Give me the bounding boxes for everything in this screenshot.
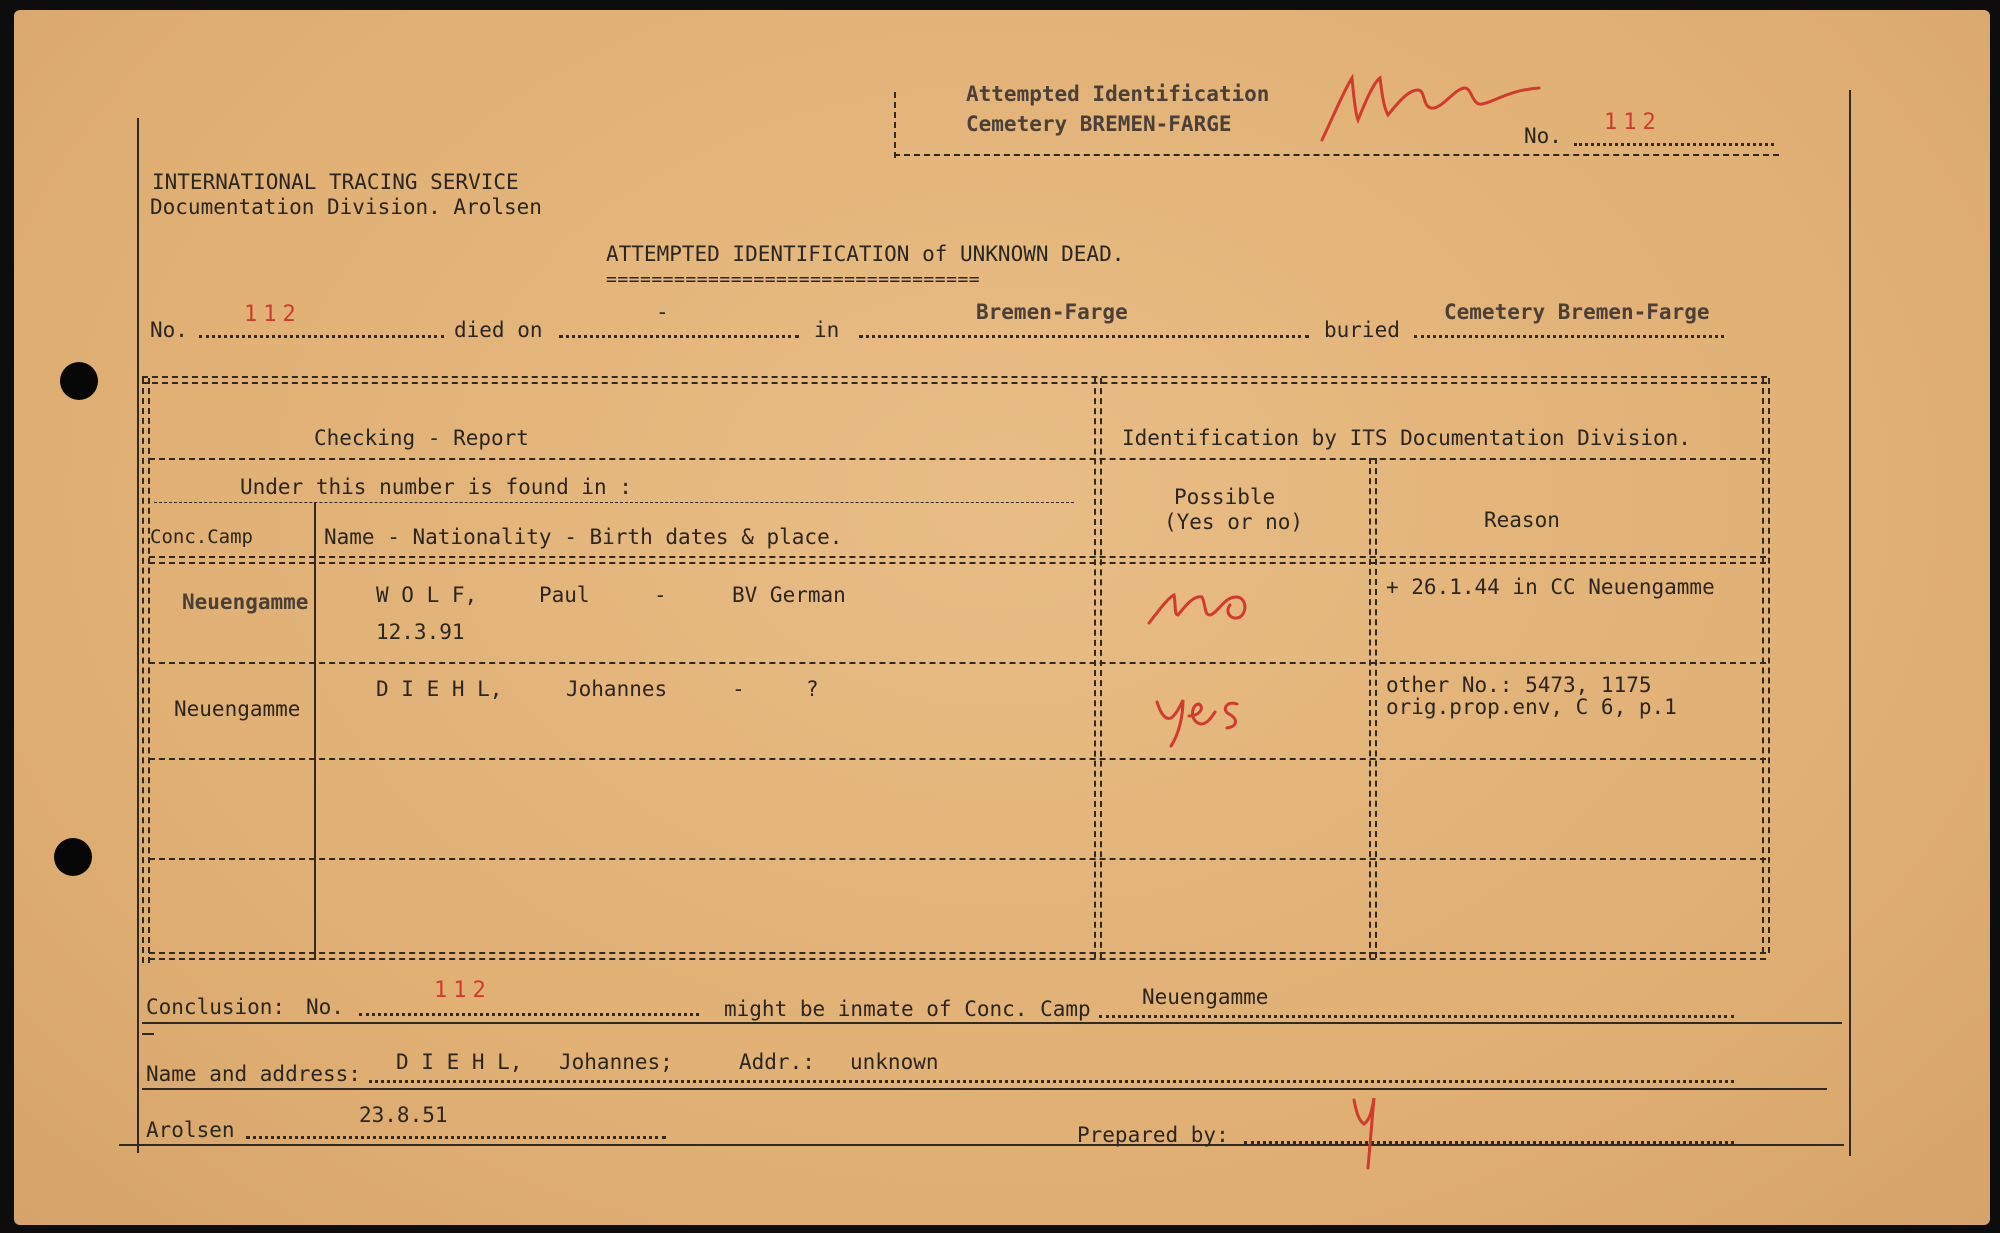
died-on-label: died on	[454, 318, 543, 342]
row-2-reason-2: orig.prop.env, C 6, p.1	[1386, 695, 1677, 719]
under-label-line	[154, 502, 1074, 503]
conclusion-label: Conclusion:	[146, 995, 286, 1019]
checking-report-header: Checking - Report	[314, 426, 529, 450]
address-addr-label: Addr.:	[739, 1050, 815, 1074]
in-dots	[859, 335, 1309, 338]
address-underline	[142, 1088, 1827, 1090]
footer-place-label: Arolsen	[146, 1118, 235, 1142]
address-addr-value: unknown	[850, 1050, 939, 1074]
document-title-underline: =================================	[606, 269, 981, 290]
conclusion-no-dots	[359, 1013, 699, 1016]
buried-value: Cemetery Bremen-Farge	[1444, 300, 1710, 324]
row-2-bottom-line	[149, 758, 1766, 760]
col-camp-header: Conc.Camp	[150, 526, 253, 548]
row-1-reason-1: + 26.1.44 in CC Neuengamme	[1386, 575, 1715, 599]
record-no-dots	[199, 335, 444, 338]
record-no-label: No.	[150, 318, 188, 342]
address-name-value: D I E H L,	[396, 1050, 523, 1074]
conclusion-camp-value: Neuengamme	[1142, 985, 1269, 1009]
bottom-frame-line	[119, 1144, 1844, 1146]
in-label: in	[814, 318, 840, 342]
col-possible-header-2: (Yes or no)	[1164, 510, 1304, 534]
left-frame-line	[137, 118, 139, 1153]
died-on-value: -	[656, 300, 669, 324]
in-value: Bremen-Farge	[976, 300, 1128, 324]
stamp-no-value: 112	[1604, 110, 1662, 135]
stamp-left-border	[894, 92, 896, 158]
prepared-by-dots	[1244, 1141, 1734, 1144]
col-name-header: Name - Nationality - Birth dates & place.	[324, 525, 843, 549]
org-line-2: Documentation Division. Arolsen	[150, 195, 542, 219]
row-3-bottom-line	[149, 858, 1766, 860]
row-2-camp: Neuengamme	[174, 697, 301, 721]
died-on-dots	[559, 335, 799, 338]
stamp-line-2: Cemetery BREMEN-FARGE	[966, 112, 1232, 136]
row-2-name: D I E H L,	[376, 677, 503, 701]
row-2-dash: -	[732, 677, 745, 701]
row-2-nationality: ?	[806, 677, 819, 701]
col-header-bottom-line	[149, 556, 1766, 558]
table-bottom-border	[149, 952, 1766, 954]
table-left-border	[142, 378, 144, 963]
table-left-border-2	[148, 378, 150, 963]
row-1-camp: Neuengamme	[182, 590, 309, 614]
table-top-border-2	[142, 382, 1767, 384]
row-1-first-name: Paul	[539, 583, 590, 607]
buried-dots	[1414, 335, 1724, 338]
row-2-first-name: Johannes	[566, 677, 668, 701]
under-number-label: Under this number is found in :	[240, 475, 632, 499]
table-right-border-2	[1768, 378, 1770, 953]
identification-header: Identification by ITS Documentation Division.	[1122, 426, 1691, 450]
org-line-1: INTERNATIONAL TRACING SERVICE	[152, 170, 519, 194]
camp-name-divider	[314, 502, 316, 960]
table-mid-divider	[1094, 378, 1096, 958]
punch-hole-top	[60, 362, 98, 400]
address-first-value: Johannes;	[559, 1050, 673, 1074]
row-2-reason-1: other No.: 5473, 1175	[1386, 673, 1652, 697]
header-row-bottom-line	[149, 458, 1766, 460]
table-mid-divider-2	[1100, 378, 1102, 958]
conclusion-might-label: might be inmate of Conc. Camp	[724, 997, 1091, 1021]
row-1-name: W O L F,	[376, 583, 478, 607]
row-1-birth: 12.3.91	[376, 620, 465, 644]
stamp-bottom-border	[894, 154, 1779, 156]
punch-hole-bottom	[54, 838, 92, 876]
row-1-nationality: BV German	[732, 583, 846, 607]
record-no-value: 112	[244, 302, 302, 327]
footer-date-dots	[246, 1136, 666, 1139]
row-2-handwritten-yes	[1149, 680, 1259, 750]
stamp-line-1: Attempted Identification	[966, 82, 1270, 106]
prepared-by-label: Prepared by:	[1077, 1123, 1229, 1147]
conclusion-no-label: No.	[306, 995, 344, 1019]
possible-reason-divider	[1369, 458, 1371, 958]
conclusion-camp-dots	[1099, 1015, 1734, 1018]
buried-label: buried	[1324, 318, 1400, 342]
conclusion-no-value: 112	[434, 978, 492, 1003]
col-header-bottom-line-2	[149, 562, 1766, 564]
col-reason-header: Reason	[1484, 508, 1560, 532]
initials-signature	[1344, 1090, 1394, 1170]
table-top-border	[142, 376, 1767, 378]
conclusion-underline	[142, 1022, 1842, 1024]
right-frame-line	[1849, 90, 1851, 1156]
row-1-dash: -	[654, 583, 667, 607]
possible-reason-divider-2	[1375, 458, 1377, 958]
address-label: Name and address:	[146, 1062, 361, 1086]
table-right-border	[1762, 378, 1764, 953]
footer-date-value: 23.8.51	[359, 1103, 448, 1127]
col-possible-header-1: Possible	[1174, 485, 1276, 509]
handwritten-made-mark	[1314, 60, 1554, 150]
address-dots	[369, 1080, 1734, 1083]
table-bottom-border-2	[149, 958, 1766, 960]
document-title: ATTEMPTED IDENTIFICATION of UNKNOWN DEAD.	[606, 242, 1125, 266]
conclusion-dash-mark	[142, 1033, 154, 1035]
row-1-bottom-line	[149, 662, 1766, 664]
row-1-handwritten-no	[1144, 575, 1264, 630]
stamp-no-label: No.	[1524, 124, 1562, 148]
stamp-no-dots	[1574, 143, 1774, 146]
index-card	[14, 10, 1990, 1225]
